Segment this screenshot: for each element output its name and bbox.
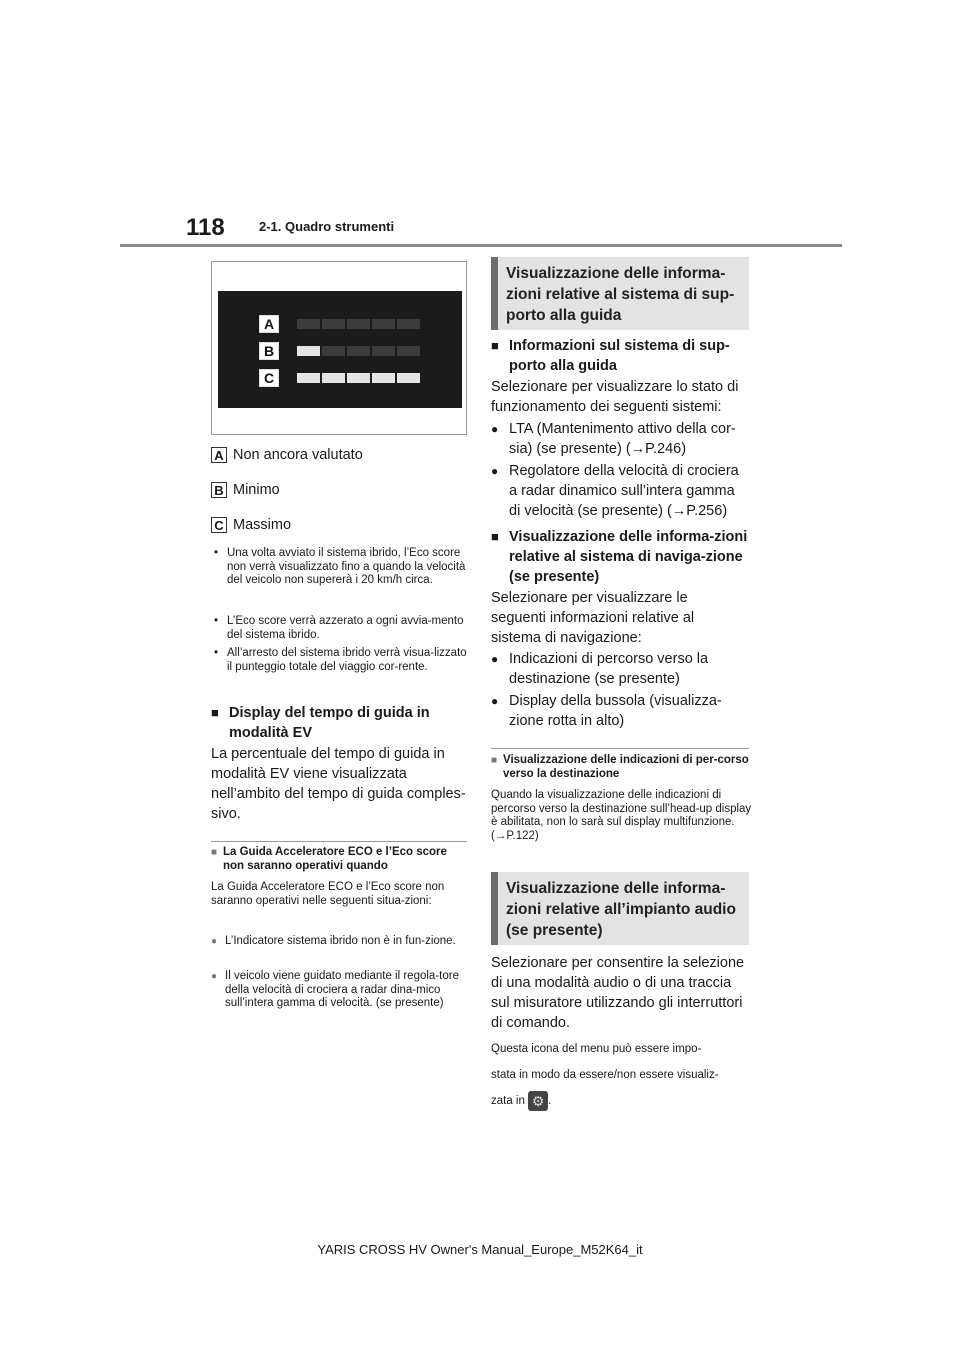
section-box-driving-support: Visualizzazione delle informa-zioni relative al sistema di sup-porto alla guida <box>491 257 749 330</box>
audio-body: Selezionare per consentire la selezione di una modalità audio o di una traccia sul misuratore utilizzando gli interruttori di comando. <box>491 955 745 1031</box>
navigation-item: ● Display della bussola (visualizza-zione rotta in alto) <box>491 691 749 731</box>
divider <box>211 841 467 842</box>
legend-text: Minimo <box>233 482 280 498</box>
legend-key: B <box>211 482 227 498</box>
driving-support-body: Selezionare per visualizzare lo stato di funzionamento dei seguenti sistemi: <box>491 379 739 415</box>
row-label-b: B <box>259 342 279 360</box>
audio-note-end: . <box>548 1095 552 1108</box>
score-segment <box>397 373 420 383</box>
note-item: • L’Eco score verrà azzerato a ogni avvia-mento del sistema ibrido. <box>214 615 468 642</box>
navigation-item: ● Indicazioni di percorso verso la destinazione (se presente) <box>491 649 749 689</box>
legend-key: C <box>211 517 227 533</box>
driving-support-item: ● Regolatore della velocità di crociera a radar dinamico sull’intera gamma di velocità (se presente) (→P.256) <box>491 461 749 521</box>
score-segment <box>372 319 395 329</box>
divider <box>491 748 749 749</box>
legend-item-b <box>211 482 280 498</box>
score-segment <box>347 319 370 329</box>
legend-text: Non ancora valutato <box>233 447 363 463</box>
route-heading: ■ Visualizzazione delle indicazioni di per-corso verso la destinazione <box>491 754 751 781</box>
legend-item-a <box>211 447 363 463</box>
section-title: 2-1. Quadro strumenti <box>259 219 395 234</box>
navigation-body: Selezionare per visualizzare le seguenti informazioni relative al sistema di navigazione: <box>491 590 695 646</box>
score-segment <box>322 373 345 383</box>
row-label-a: A <box>259 315 279 333</box>
score-segment <box>297 373 320 383</box>
route-body: Quando la visualizzazione delle indicazioni di percorso verso la destinazione sull’head-up display è abilitata, non lo sarà sul display multifunzione. (→P.122) <box>491 789 752 842</box>
section-box-audio: Visualizzazione delle informa-zioni relative all’impianto audio (se presente) <box>491 872 749 945</box>
score-segment <box>297 319 320 329</box>
header-rule <box>120 244 842 247</box>
audio-note-line: stata in modo da essere/non essere visualiz- <box>491 1069 719 1081</box>
legend-item-c <box>211 517 291 533</box>
score-segment <box>397 319 420 329</box>
eco-body: La Guida Acceleratore ECO e l’Eco score non saranno operativi nelle seguenti situa-zioni: <box>211 881 445 907</box>
legend-key: A <box>211 447 227 463</box>
audio-note-text: zata in <box>491 1095 525 1108</box>
footer: YARIS CROSS HV Owner's Manual_Europe_M52K64_it <box>317 1242 643 1257</box>
row-label-c: C <box>259 369 279 387</box>
note-item: • All’arresto del sistema ibrido verrà visua-lizzato il punteggio totale del viaggio cor-rente. <box>214 647 468 674</box>
score-segment <box>322 319 345 329</box>
legend-text: Massimo <box>233 517 292 533</box>
ev-body: La percentuale del tempo di guida in modalità EV viene visualizzata nell’ambito del tempo di guida comples-sivo. <box>211 746 466 822</box>
ev-heading: ■ Display del tempo di guida in modalità EV <box>211 703 461 743</box>
page-number: 118 <box>186 214 225 241</box>
driving-support-item: ● LTA (Mantenimento attivo della cor-sia) (se presente) (→P.246) <box>491 419 749 459</box>
eco-item: ● L’Indicatore sistema ibrido non è in fun-zione. <box>211 935 467 949</box>
score-segment <box>297 346 320 356</box>
score-segment <box>397 346 420 356</box>
score-segment <box>347 373 370 383</box>
note-item: • Una volta avviato il sistema ibrido, l’Eco score non verrà visualizzato fino a quando la velocità del veicolo non supererà i 20 km/h circa. <box>214 547 468 588</box>
gear-icon: ⚙ <box>528 1091 548 1111</box>
eco-item: ● Il veicolo viene guidato mediante il regola-tore della velocità di crociera a radar dina-mico sull’intera gamma di velocità. (se presente) <box>211 970 467 1011</box>
navigation-heading: ■ Visualizzazione delle informa-zioni relative al sistema di naviga-zione (se presente) <box>491 527 753 587</box>
score-segment <box>372 346 395 356</box>
audio-note-line: Questa icona del menu può essere impo- <box>491 1043 702 1055</box>
audio-note-line <box>491 1091 753 1111</box>
driving-support-heading: ■ Informazioni sul sistema di sup-porto alla guida <box>491 336 749 376</box>
score-segment <box>347 346 370 356</box>
score-segment <box>372 373 395 383</box>
score-segment <box>322 346 345 356</box>
eco-heading: ■ La Guida Acceleratore ECO e l’Eco score non saranno operativi quando <box>211 846 467 873</box>
